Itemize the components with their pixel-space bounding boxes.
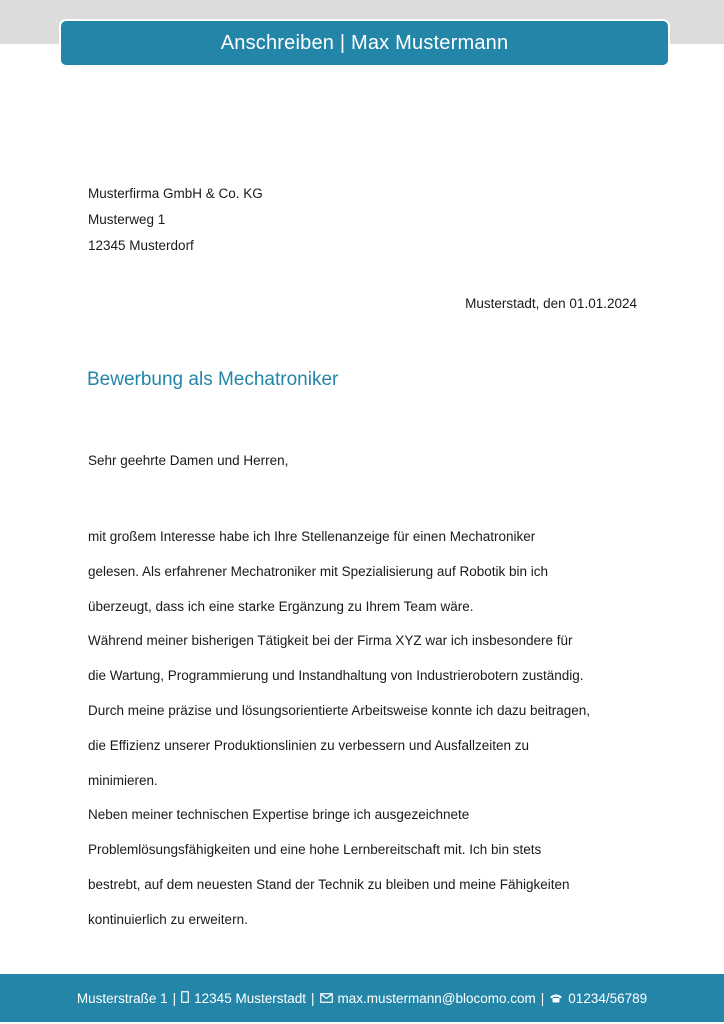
recipient-company: Musterfirma GmbH & Co. KG (88, 186, 263, 201)
body-line: bestrebt, auf dem neuesten Stand der Technik zu bleiben und meine Fähigkeiten (88, 876, 570, 892)
header-bar (61, 21, 668, 65)
body-line: überzeugt, dass ich eine starke Ergänzung zu Ihrem Team wäre. (88, 598, 474, 614)
footer-bar (0, 974, 724, 1022)
recipient-address (88, 181, 263, 259)
letter-body (88, 520, 658, 938)
body-line: mit großem Interesse habe ich Ihre Stellenanzeige für einen Mechatroniker (88, 529, 536, 544)
footer-email[interactable]: max.mustermann@blocomo.com (337, 990, 536, 1006)
envelope-icon (320, 991, 333, 1006)
recipient-street: Musterweg 1 (88, 212, 166, 227)
body-line: kontinuierlich zu erweitern. (88, 911, 248, 927)
body-line: minimieren. (88, 772, 158, 788)
phone-icon (549, 991, 563, 1006)
location-icon (181, 991, 189, 1006)
footer-separator: | (310, 990, 315, 1006)
place-date: Musterstadt, den 01.01.2024 (465, 296, 637, 311)
subject-line: Bewerbung als Mechatroniker (87, 369, 339, 390)
footer-separator: | (540, 990, 545, 1006)
salutation: Sehr geehrte Damen und Herren, (88, 453, 289, 468)
footer-phone[interactable]: 01234/56789 (568, 990, 648, 1006)
recipient-city: 12345 Musterdorf (88, 238, 194, 253)
body-line: Problemlösungsfähigkeiten und eine hohe Lernbereitschaft mit. Ich bin stets (88, 842, 542, 858)
body-line: Neben meiner technischen Expertise bringe ich ausgezeichnete (88, 807, 470, 823)
header-title: Anschreiben | Max Mustermann (220, 31, 509, 54)
body-line: die Wartung, Programmierung und Instandhaltung von Industrierobotern zuständig. (88, 668, 584, 684)
footer-city: 12345 Musterstadt (194, 990, 306, 1006)
body-line: gelesen. Als erfahrener Mechatroniker mit Spezialisierung auf Robotik bin ich (88, 563, 548, 579)
body-line: die Effizienz unserer Produktionslinien zu verbessern und Ausfallzeiten zu (88, 737, 530, 753)
footer-street: Musterstraße 1 (76, 990, 168, 1006)
body-line: Durch meine präzise und lösungsorientierte Arbeitsweise konnte ich dazu beitragen, (88, 702, 591, 718)
footer-separator: | (172, 990, 177, 1006)
body-line: Während meiner bisherigen Tätigkeit bei der Firma XYZ war ich insbesondere für (88, 633, 573, 649)
